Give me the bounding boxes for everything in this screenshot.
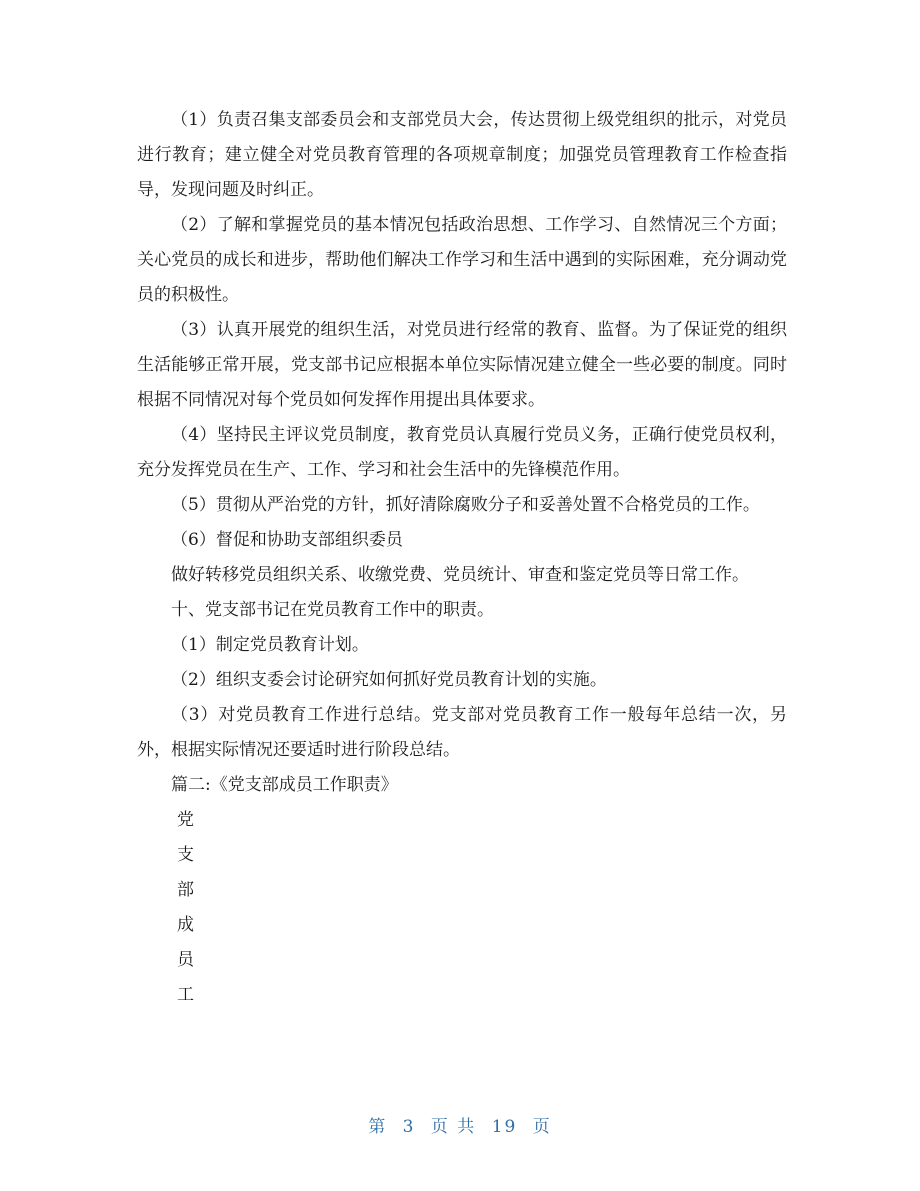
footer-suffix: 页 (532, 1117, 552, 1137)
paragraph-7: 做好转移党员组织关系、收缴党费、党员统计、审查和鉴定党员等日常工作。 (171, 565, 749, 585)
paragraph-10: （3）对党员教育工作进行总结。党支部对党员教育工作一般每年总结一次，另外，根据实际情况还要适时进行阶段总结。 (137, 705, 787, 760)
stacked-char-6: 工 (177, 985, 194, 1005)
footer-current-page: 3 (402, 1117, 416, 1137)
chapter-title: 篇二:《党支部成员工作职责》 (171, 775, 398, 795)
paragraph-6: （6）督促和协助支部组织委员 (171, 530, 403, 550)
page-footer (0, 1112, 920, 1137)
stacked-char-5: 员 (177, 950, 194, 970)
footer-middle: 页 共 (430, 1117, 477, 1137)
paragraph-3: （3）认真开展党的组织生活，对党员进行经常的教育、监督。为了保证党的组织生活能够正常开展，党支部书记应根据本单位实际情况建立健全一些必要的制度。同时根据不同情况对每个党员如何发挥作用提出具体要求。 (137, 320, 787, 410)
footer-total-pages: 19 (491, 1117, 518, 1137)
footer-prefix: 第 (368, 1117, 388, 1137)
paragraph-4: （4）坚持民主评议党员制度，教育党员认真履行党员义务，正确行使党员权利，充分发挥党员在生产、工作、学习和社会生活中的先锋模范作用。 (137, 425, 787, 480)
paragraph-8: （1）制定党员教育计划。 (171, 635, 369, 655)
stacked-char-2: 支 (177, 845, 194, 865)
section-heading-10: 十、党支部书记在党员教育工作中的职责。 (171, 600, 494, 620)
stacked-char-3: 部 (177, 880, 194, 900)
stacked-char-4: 成 (177, 915, 194, 935)
paragraph-5: （5）贯彻从严治党的方针，抓好清除腐败分子和妥善处置不合格党员的工作。 (171, 495, 760, 515)
document-body (137, 103, 787, 1013)
stacked-char-1: 党 (177, 810, 194, 830)
paragraph-9: （2）组织支委会讨论研究如何抓好党员教育计划的实施。 (171, 670, 607, 690)
paragraph-1: （1）负责召集支部委员会和支部党员大会，传达贯彻上级党组织的批示，对党员进行教育；建立健全对党员教育管理的各项规章制度；加强党员管理教育工作检查指导，发现问题及时纠正。 (137, 110, 787, 200)
paragraph-2: （2）了解和掌握党员的基本情况包括政治思想、工作学习、自然情况三个方面；关心党员的成长和进步，帮助他们解决工作学习和生活中遇到的实际困难，充分调动党员的积极性。 (137, 215, 787, 305)
